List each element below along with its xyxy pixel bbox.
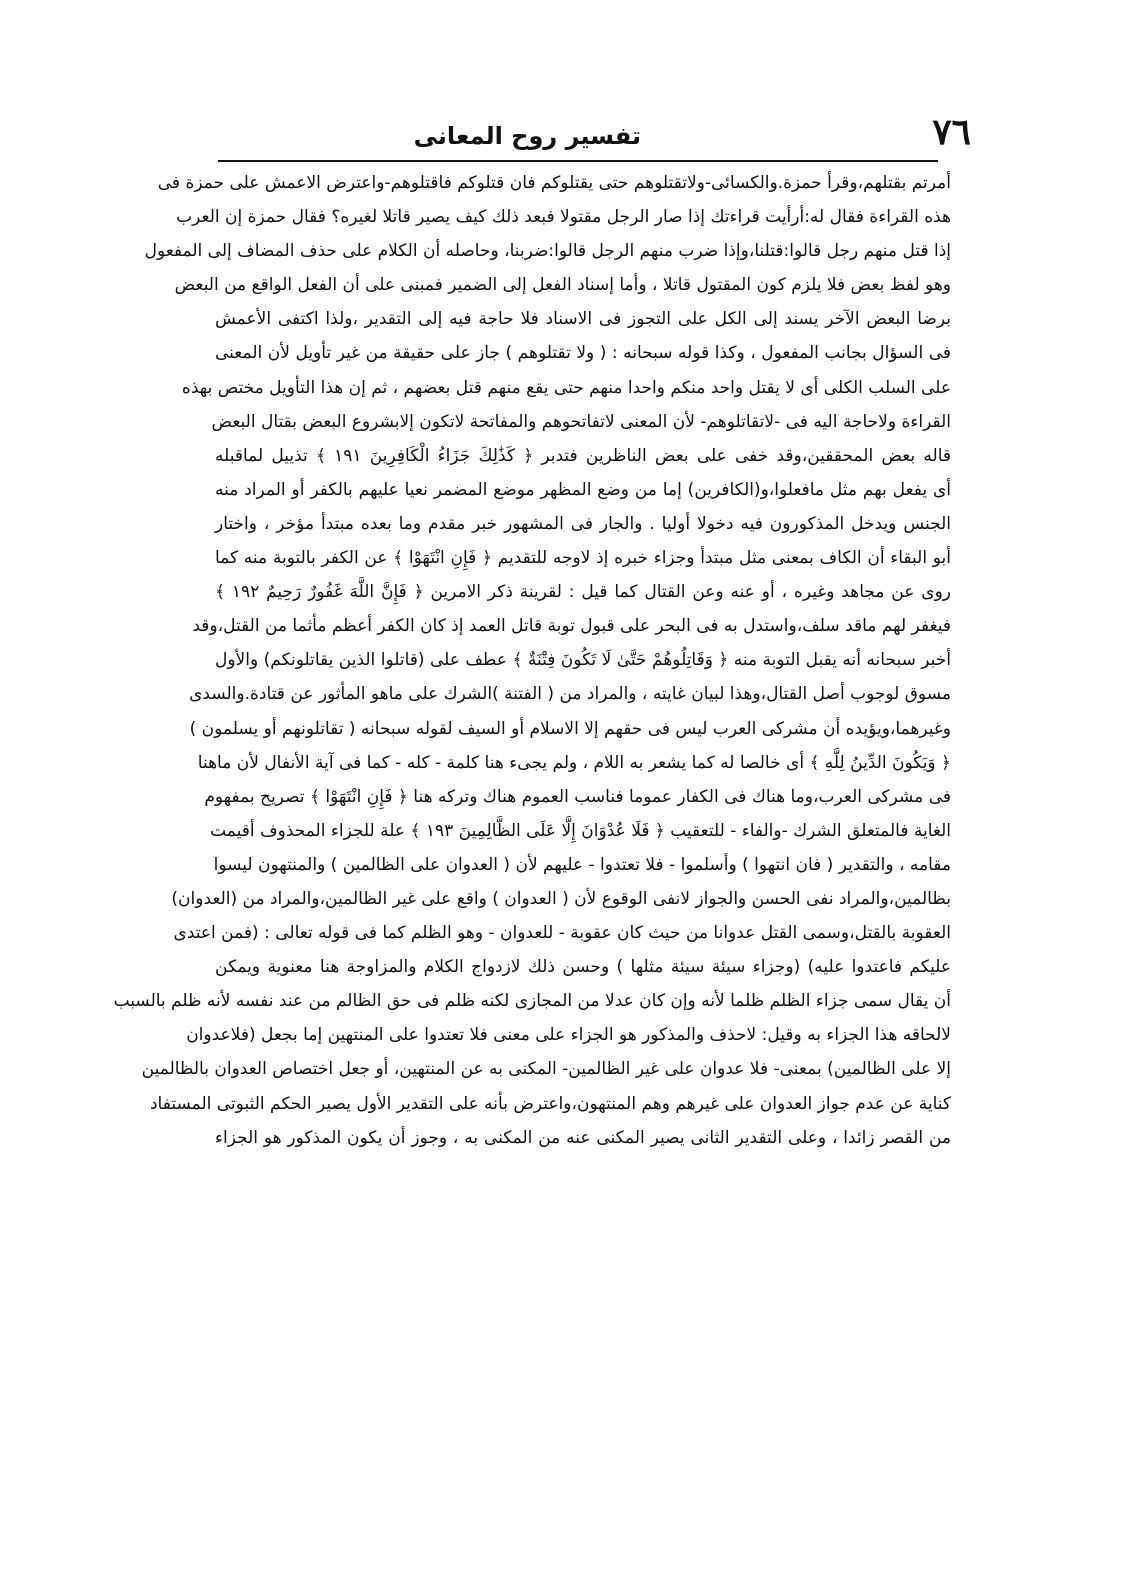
text-line: روى عن مجاهد وغيره ، أو عنه وعن القتال كما قيل : لقرينة ذكر الامرين ﴿ فَإِنَّ اللَّهَ غَفُورٌ رَحِيمٌ ١٩٢ ﴾ <box>215 582 951 603</box>
text-line: لالحاقه هذا الجزاء به وقيل: لاحذف والمذكور هو الجزاء على معنى فلا تعتدوا على المنتهين إما بجعل (فلاعدوان <box>186 1025 951 1046</box>
page-header <box>140 110 971 160</box>
text-line: على السلب الكلى أى لا يقتل واحد منكم واحدا منهم حتى يقع منهم قتل بعضهم ، ثم إن هذا التأويل مختص بهذه <box>181 377 951 398</box>
text-line: بظالمين،والمراد نفى الحسن والجواز لانفى الوقوع لأن ( العدوان ) واقع على غير الظالمين،والمراد من (العدوان) <box>171 888 951 909</box>
text-line: إلا على الظالمين) بمعنى- فلا عدوان على غير الظالمين- المكنى به عن المنتهين، أو جعل اختصاص العدوان بالظالمين <box>141 1059 951 1080</box>
page-number: ٧٦ <box>932 111 971 153</box>
text-line: الجنس ويدخل المذكورون فيه دخولا أوليا . والجار فى المشهور خبر مقدم وما بعده مبتدأ مؤخر ، واختار <box>215 513 951 534</box>
text-line: هذه القراءة فقال له:أرأيت قراءتك إذا صار الرجل مقتولا فبعد ذلك كيف يصير قاتلا لغيره؟ فقال حمزة إن العرب <box>176 207 951 228</box>
text-line: أمرتم بقتلهم،وقرأ حمزة.والكسائى-ولاتقتلوهم حتى يقتلوكم فان قتلوكم فاقتلوهم-واعترض الاعمش على حمزة فى <box>157 173 951 193</box>
text-line: الغاية فالمتعلق الشرك -والفاء - للتعقيب ﴿ فَلَا عُدْوَانَ إِلَّا عَلَى الظَّالِمِينَ ١٩٣ ﴾ علة للجزاء المحذوف أقيمت <box>210 820 951 841</box>
text-line: عليكم فاعتدوا عليه) (وجزاء سيئة سيئة مثلها ) وحسن ذلك لازدواج الكلام والمزاوجة هنا معنوية ويمكن <box>215 957 951 978</box>
text-line: وغيرهما،ويؤيده أن مشركى العرب ليس فى حقهم إلا الاسلام أو السيف لقوله سبحانه ( تقاتلونهم أو يسلمون ) <box>189 718 951 739</box>
text-line: وهو لفظ بعض فلا يلزم كون المقتول قاتلا ، وأما إسناد الفعل إلى الضمير فمبنى على أن الفعل الواقع من البعض <box>174 275 951 296</box>
text-line: قاله بعض المحققين،وقد خفى على بعض الناظرين فتدبر ﴿ كَذَٰلِكَ جَزَاءُ الْكَافِرِينَ ١٩١ ﴾ تذييل لماقبله <box>215 445 951 466</box>
text-line: أن يقال سمى جزاء الظلم ظلما لأنه وإن كان عدلا من المجازى لكنه ظلم فى حق الظالم من عند نفسه لأنه ظلم بالسبب <box>113 991 951 1012</box>
text-line: كناية عن عدم جواز العدوان على غيرهم وهم المنتهون،واعترض بأنه على التقدير الأول يصير الحكم الثبوتى المستفاد <box>149 1093 951 1114</box>
text-line: مقامه ، والتقدير ( فان انتهوا ) وأسلموا - فلا تعتدوا - عليهم لأن ( العدوان على الظالمين ) والمنتهون ليسوا <box>213 854 951 875</box>
running-title: تفسير روح المعانى <box>413 122 641 150</box>
text-line: برضا البعض الآخر يسند إلى الكل على التجوز فى الاسناد فلا حاجة فيه إلى التقدير ،ولذا اكتفى الأعمش <box>215 309 951 330</box>
text-line: إذا قتل منهم رجل قالوا:قتلنا،وإذا ضرب منهم الرجل قالوا:ضربنا، وحاصله أن الكلام على حذف المضاف إلى المفعول <box>144 241 951 262</box>
text-line: فيغفر لهم ماقد سلف،واستدل به فى البحر على قبول توبة قاتل العمد إذ كان الكفر أعظم مأثما من القتل،وقد <box>192 616 951 637</box>
text-line: القراءة ولاحاجة اليه فى -لاتقاتلوهم- لأن المعنى لاتفاتحوهم والمفاتحة لاتكون إلابشروع البعض بقتال البعض <box>211 411 951 432</box>
text-line: أخبر سبحانه أنه يقبل التوبة منه ﴿ وَقَاتِلُوهُمْ حَتَّىٰ لَا تَكُونَ فِتْنَةٌ ﴾ عطف على (قاتلوا الذين يقاتلونكم) والأول <box>215 650 951 671</box>
text-line: أى يفعل بهم مثل مافعلوا،و(الكافرين) إما من وضع المظهر موضع المضمر نعيا عليهم بالكفر أو المراد منه <box>215 479 951 500</box>
body-text <box>113 166 951 1155</box>
text-line: أبو البقاء أن الكاف بمعنى مثل مبتدأ وجزاء خبره إذ لاوجه للتقديم ﴿ فَإِنِ انْتَهَوْا ﴾ عن الكفر بالتوبة منه كما <box>215 548 951 569</box>
text-line: مسوق لوجوب أصل القتال،وهذا لبيان غايته ، والمراد من ( الفتنة )الشرك على ماهو المأثور عن قتادة.والسدى <box>189 684 951 705</box>
text-line: ﴿ وَيَكُونَ الدِّينُ لِلَّهِ ﴾ أى خالصا له كما يشعر به اللام ، ولم يجىء هنا كلمة - كله - كما فى آية الأنفال لأن ماهنا <box>197 752 951 773</box>
text-line: فى مشركى العرب،وما هناك فى الكفار عموما فناسب العموم هناك وتركه هنا ﴿ فَإِنِ انْتَهَوْا ﴾ تصريح بمفهوم <box>204 786 951 807</box>
text-line: فى السؤال بجانب المفعول ، وكذا قوله سبحانه : ( ولا تقتلوهم ) جاز على حقيقة من غير تأويل لأن المعنى <box>215 343 951 364</box>
text-line: من القصر زائدا ، وعلى التقدير الثانى يصير المكنى عنه من المكنى به ، وجوز أن يكون المذكور هو الجزاء <box>215 1127 951 1148</box>
header-rule <box>218 160 938 162</box>
text-line: العقوبة بالقتل،وسمى القتل عدوانا من حيث كان عقوبة - للعدوان - وهو الظلم كما فى قوله تعالى : (فمن اعتدى <box>173 923 951 944</box>
